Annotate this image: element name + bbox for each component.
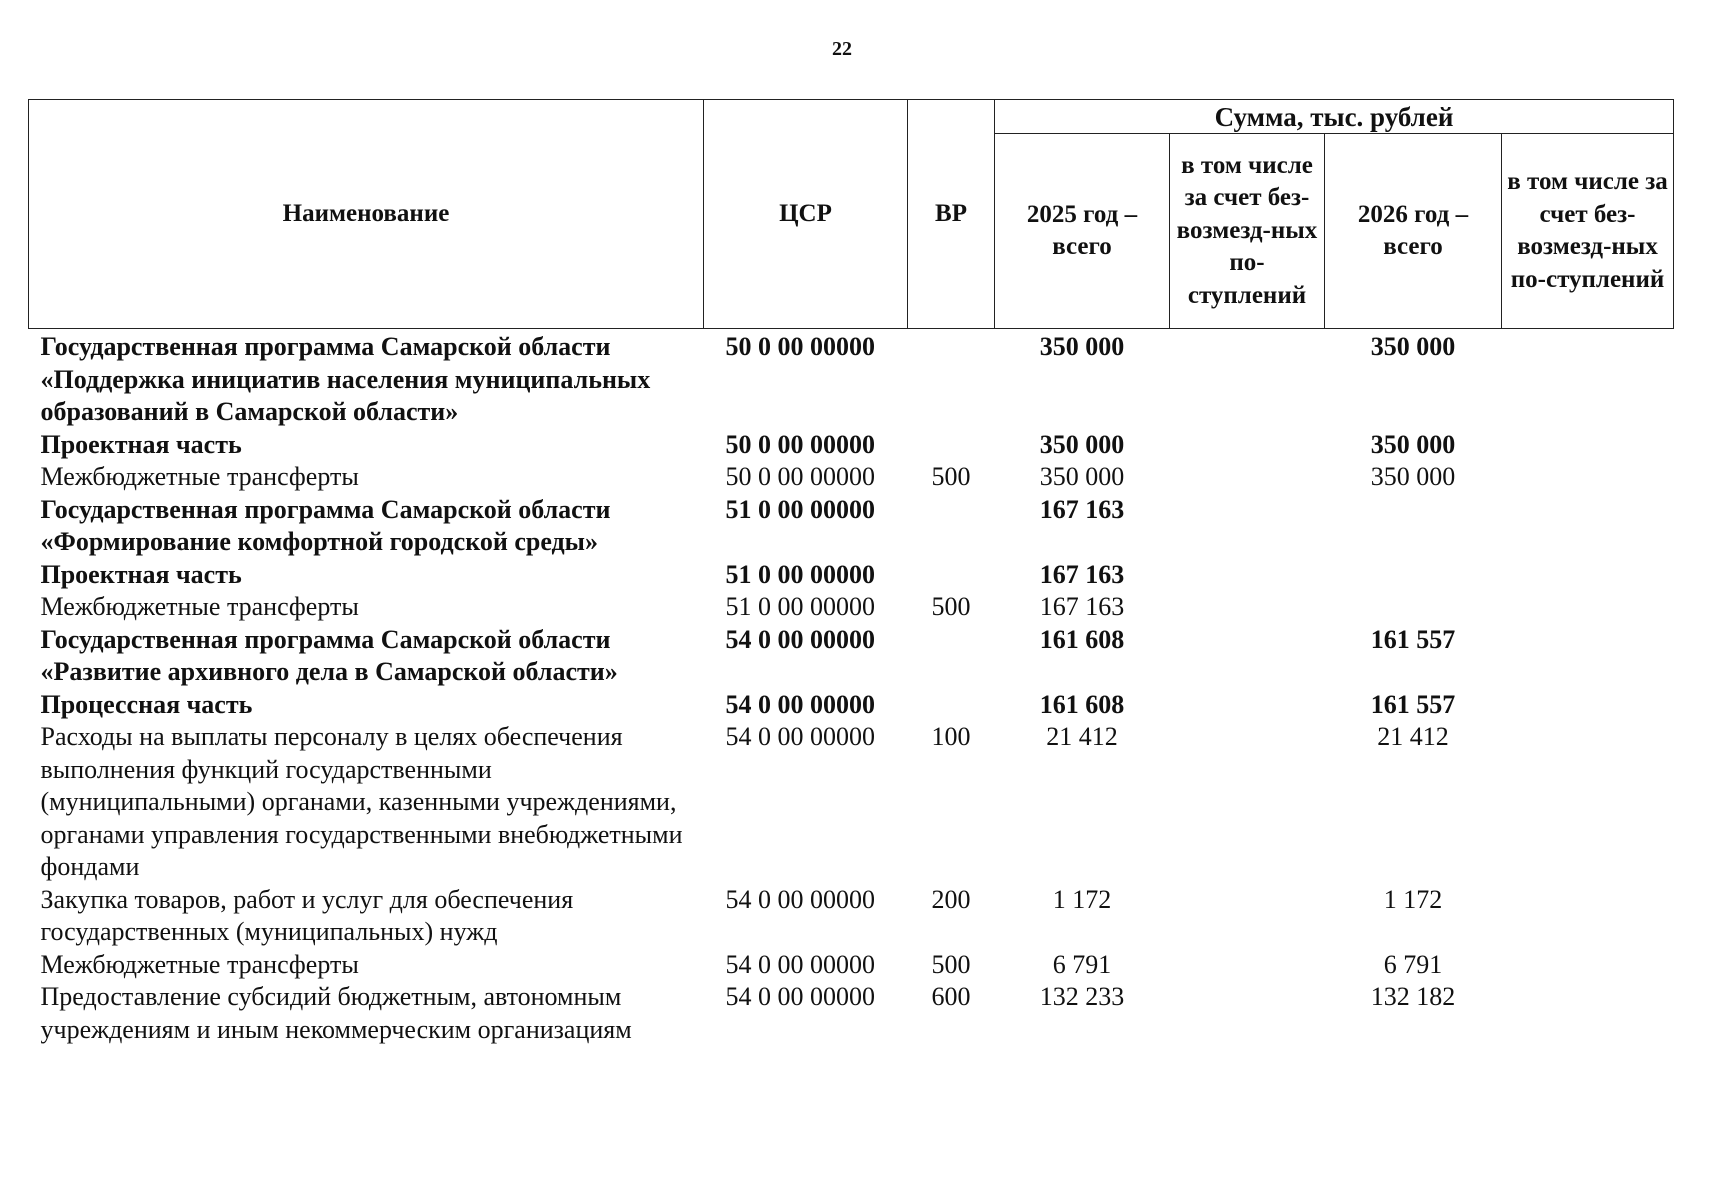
cell-2025-total: 167 163: [1039, 494, 1125, 524]
cell-2025-total: 350 000: [1039, 429, 1125, 459]
cell-csr: 50 0 00 00000: [725, 429, 875, 459]
cell-csr: 51 0 00 00000: [725, 494, 875, 524]
cell-csr: 54 0 00 00000: [725, 884, 875, 914]
cell-2026-free: [1502, 981, 1674, 1046]
table-row: [29, 494, 1674, 559]
table-row: [29, 329, 1674, 429]
cell-2025-free: [1170, 559, 1325, 592]
cell-2026-free: [1502, 721, 1674, 884]
cell-csr: 51 0 00 00000: [725, 592, 875, 621]
cell-2026-total: 350 000: [1370, 332, 1456, 361]
cell-2026-total: [1325, 559, 1502, 592]
cell-name: Проектная часть: [40, 559, 242, 589]
header-vr: ВР: [908, 100, 995, 329]
cell-2026-total: 6 791: [1383, 949, 1443, 979]
table-row: [29, 624, 1674, 689]
cell-vr: 100: [931, 722, 971, 751]
header-2026-total: 2026 год – всего: [1325, 134, 1502, 329]
cell-vr: 500: [931, 592, 971, 621]
header-sum: Сумма, тыс. рублей: [995, 100, 1674, 134]
cell-name: Межбюджетные трансферты: [40, 592, 359, 621]
cell-csr: 54 0 00 00000: [725, 949, 875, 979]
cell-2025-total: 1 172: [1052, 884, 1112, 914]
cell-name: Государственная программа Самарской области «Формирование комфортной городской среды»: [40, 494, 611, 556]
page-number: 22: [832, 38, 852, 60]
cell-2025-total: 161 608: [1039, 689, 1125, 719]
cell-csr: 50 0 00 00000: [725, 332, 875, 361]
cell-2025-free: [1170, 329, 1325, 429]
cell-2026-free: [1502, 461, 1674, 494]
cell-2026-free: [1502, 624, 1674, 689]
cell-2025-free: [1170, 494, 1325, 559]
cell-name: Предоставление субсидий бюджетным, автономным учреждениям и иным некоммерческим организациям: [40, 982, 632, 1044]
cell-name: Проектная часть: [40, 429, 242, 459]
table-row: [29, 884, 1674, 949]
cell-2026-free: [1502, 884, 1674, 949]
cell-vr: [908, 689, 995, 722]
table-row: [29, 461, 1674, 494]
cell-csr: 50 0 00 00000: [725, 462, 875, 491]
cell-2025-free: [1170, 461, 1325, 494]
cell-2025-free: [1170, 884, 1325, 949]
cell-vr: 500: [931, 949, 971, 979]
cell-2026-total: [1325, 591, 1502, 624]
header-name: Наименование: [29, 100, 704, 329]
table-row: [29, 429, 1674, 462]
cell-2026-total: [1325, 494, 1502, 559]
cell-2026-free: [1502, 329, 1674, 429]
cell-vr: [908, 494, 995, 559]
header-2026-free: в том числе за счет без-возмезд-ных по-ступлений: [1502, 134, 1674, 329]
cell-csr: 51 0 00 00000: [725, 559, 875, 589]
cell-2025-total: 6 791: [1052, 949, 1112, 979]
header-2025-free: в том числе за счет без-возмезд-ных по-ступлений: [1170, 134, 1325, 329]
cell-2025-free: [1170, 949, 1325, 982]
cell-2026-total: 132 182: [1370, 982, 1456, 1011]
cell-2025-free: [1170, 721, 1325, 884]
cell-csr: 54 0 00 00000: [725, 624, 875, 654]
cell-vr: [908, 429, 995, 462]
cell-2025-free: [1170, 624, 1325, 689]
cell-2025-total: 21 412: [1046, 722, 1118, 751]
table-header: [29, 100, 1674, 329]
cell-2025-total: 350 000: [1039, 332, 1125, 361]
cell-name: Процессная часть: [40, 689, 253, 719]
cell-2026-free: [1502, 949, 1674, 982]
cell-2026-free: [1502, 591, 1674, 624]
cell-2026-free: [1502, 429, 1674, 462]
cell-2025-total: 350 000: [1039, 462, 1125, 491]
cell-2026-free: [1502, 559, 1674, 592]
cell-2025-free: [1170, 981, 1325, 1046]
cell-vr: 600: [931, 982, 971, 1011]
cell-2026-total: 350 000: [1370, 462, 1456, 491]
cell-2026-free: [1502, 689, 1674, 722]
table-row: [29, 981, 1674, 1046]
cell-2026-total: 21 412: [1377, 722, 1449, 751]
table-body: [29, 329, 1674, 1047]
header-2025-total: 2025 год – всего: [995, 134, 1170, 329]
table-row: [29, 689, 1674, 722]
cell-2025-total: 167 163: [1039, 592, 1125, 621]
cell-2026-total: 1 172: [1383, 884, 1443, 914]
table-row: [29, 721, 1674, 884]
cell-2025-total: 132 233: [1039, 982, 1125, 1011]
cell-csr: 54 0 00 00000: [725, 722, 875, 751]
cell-vr: [908, 559, 995, 592]
cell-csr: 54 0 00 00000: [725, 982, 875, 1011]
cell-vr: 500: [931, 462, 971, 491]
cell-name: Государственная программа Самарской области «Развитие архивного дела в Самарской области»: [40, 624, 618, 686]
cell-2025-free: [1170, 591, 1325, 624]
cell-2025-total: 161 608: [1039, 624, 1125, 654]
header-csr: ЦСР: [704, 100, 908, 329]
cell-vr: 200: [931, 884, 971, 914]
cell-vr: [908, 624, 995, 689]
cell-vr: [908, 329, 995, 429]
budget-table: [28, 99, 1674, 1046]
cell-csr: 54 0 00 00000: [725, 689, 875, 719]
cell-name: Закупка товаров, работ и услуг для обеспечения государственных (муниципальных) нужд: [40, 884, 574, 946]
cell-name: Расходы на выплаты персоналу в целях обеспечения выполнения функций государственными (муниципальными) органами, казенными учреждениями, органами управления государственными внебюджетными фондами: [40, 722, 683, 881]
cell-2026-total: 161 557: [1370, 689, 1456, 719]
cell-2026-total: 350 000: [1370, 429, 1456, 459]
cell-2026-free: [1502, 494, 1674, 559]
cell-2025-free: [1170, 429, 1325, 462]
table-row: [29, 559, 1674, 592]
cell-2026-total: 161 557: [1370, 624, 1456, 654]
cell-name: Межбюджетные трансферты: [40, 949, 359, 979]
table-row: [29, 949, 1674, 982]
cell-2025-free: [1170, 689, 1325, 722]
table-row: [29, 591, 1674, 624]
cell-name: Межбюджетные трансферты: [40, 462, 359, 491]
cell-2025-total: 167 163: [1039, 559, 1125, 589]
cell-name: Государственная программа Самарской области «Поддержка инициатив населения муниципальных образований в Самарской области»: [40, 332, 651, 426]
